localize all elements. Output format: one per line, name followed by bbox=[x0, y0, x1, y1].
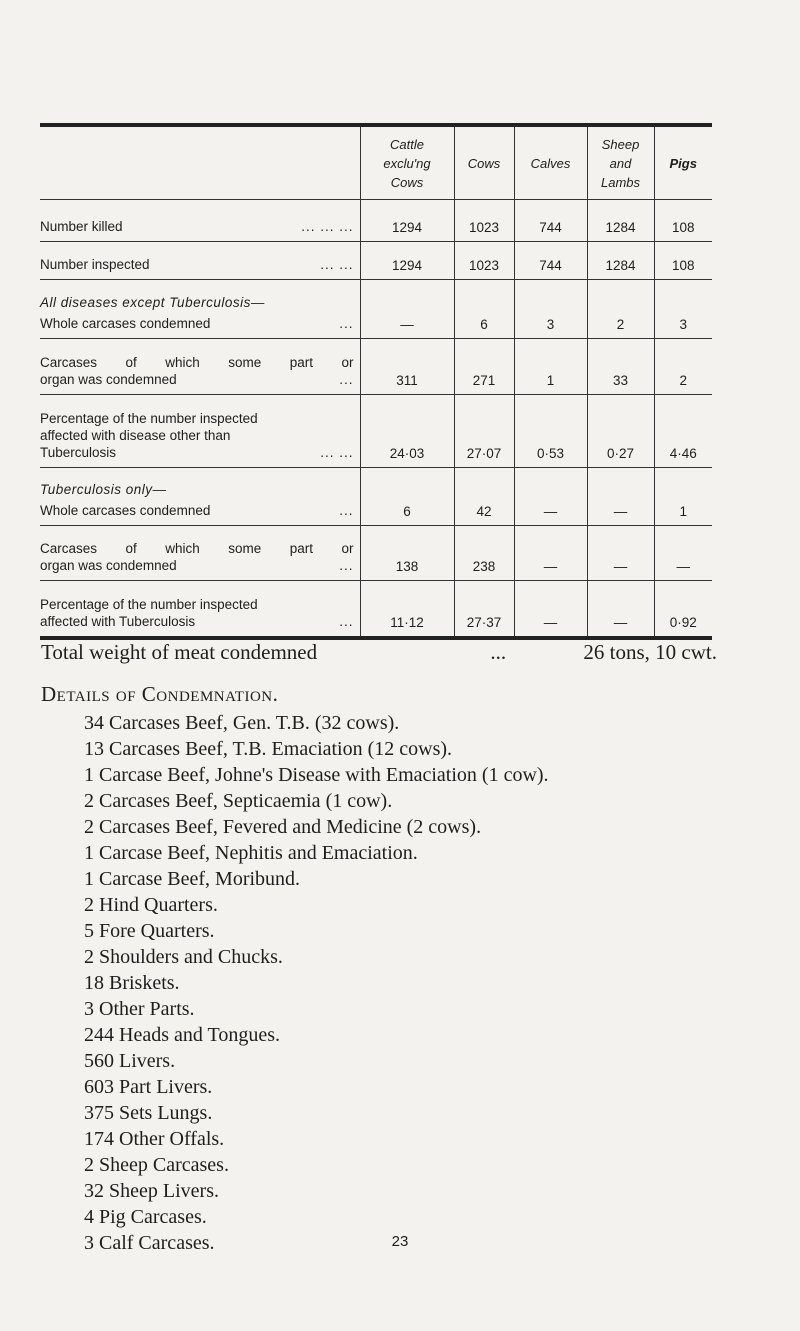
table-row bbox=[40, 200, 712, 242]
list-item: 2 Hind Quarters. bbox=[84, 894, 218, 916]
table-row bbox=[40, 526, 712, 581]
table-cell: 0·27 bbox=[587, 395, 654, 468]
table-row bbox=[40, 581, 712, 638]
table-cell: 33 bbox=[587, 339, 654, 395]
list-item: 3 Other Parts. bbox=[84, 998, 195, 1020]
table-row bbox=[40, 395, 712, 468]
table-cell: 27·07 bbox=[454, 395, 514, 468]
table-cell: 744 bbox=[514, 200, 587, 242]
table-cell: — bbox=[514, 581, 587, 638]
list-item: 560 Livers. bbox=[84, 1050, 176, 1072]
list-item: 1 Carcase Beef, Nephitis and Emaciation. bbox=[84, 842, 418, 864]
table-row bbox=[40, 242, 712, 280]
total-weight-line bbox=[41, 640, 717, 665]
list-item: 13 Carcases Beef, T.B. Emaciation (12 cows). bbox=[84, 738, 453, 760]
list-item: 5 Fore Quarters. bbox=[84, 920, 215, 942]
condemnation-list bbox=[84, 710, 549, 1256]
table-cell: — bbox=[360, 280, 454, 339]
list-item: 2 Shoulders and Chucks. bbox=[84, 946, 283, 968]
table-cell: 238 bbox=[454, 526, 514, 581]
table-cell: 2 bbox=[587, 280, 654, 339]
column-header: Pigs bbox=[654, 125, 712, 200]
table-cell: 0·92 bbox=[654, 581, 712, 638]
row-label: Number inspected ... ... bbox=[40, 242, 360, 280]
table-cell: 1023 bbox=[454, 200, 514, 242]
row-label: Percentage of the number inspected affected with disease other than Tuberculosis ... ... bbox=[40, 395, 360, 468]
table-cell: 3 bbox=[514, 280, 587, 339]
column-header: Calves bbox=[514, 125, 587, 200]
row-label: Percentage of the number inspected affected with Tuberculosis ... bbox=[40, 596, 354, 629]
table-cell: 6 bbox=[360, 468, 454, 526]
total-weight-label: Total weight of meat condemned bbox=[41, 640, 318, 664]
table-row bbox=[40, 468, 712, 526]
list-item: 2 Carcases Beef, Septicaemia (1 cow). bbox=[84, 790, 393, 812]
list-item: 3 Calf Carcases. bbox=[84, 1232, 215, 1254]
section-heading: Tuberculosis only— bbox=[40, 482, 167, 497]
table-header-row bbox=[40, 125, 712, 200]
table-cell: 108 bbox=[654, 200, 712, 242]
table-cell: 1284 bbox=[587, 242, 654, 280]
page-number: 23 bbox=[391, 1233, 409, 1250]
list-item: 2 Carcases Beef, Fevered and Medicine (2 cows). bbox=[84, 816, 482, 838]
table-cell: 1 bbox=[654, 468, 712, 526]
column-header: Sheep and Lambs bbox=[587, 125, 654, 200]
column-header: Cows bbox=[454, 125, 514, 200]
row-label: All diseases except Tuberculosis— Whole carcases condemned ... bbox=[40, 280, 360, 339]
list-item: 603 Part Livers. bbox=[84, 1076, 213, 1098]
row-label: Tuberculosis only— Whole carcases condemned ... bbox=[40, 468, 360, 526]
table-cell: — bbox=[587, 526, 654, 581]
header-blank-cell bbox=[40, 125, 360, 200]
table-cell: 1284 bbox=[587, 200, 654, 242]
table-cell: — bbox=[514, 526, 587, 581]
table-cell: 6 bbox=[454, 280, 514, 339]
list-item: 174 Other Offals. bbox=[84, 1128, 225, 1150]
table-cell: 108 bbox=[654, 242, 712, 280]
table-row bbox=[40, 280, 712, 339]
list-item: 2 Sheep Carcases. bbox=[84, 1154, 229, 1176]
table-cell: 744 bbox=[514, 242, 587, 280]
total-weight-value: 26 tons, 10 cwt. bbox=[583, 640, 717, 664]
table-cell: 138 bbox=[360, 526, 454, 581]
table-cell: 1294 bbox=[360, 200, 454, 242]
table-cell: — bbox=[587, 468, 654, 526]
list-item: 1 Carcase Beef, Johne's Disease with Emaciation (1 cow). bbox=[84, 764, 549, 786]
meat-inspection-table bbox=[40, 123, 712, 640]
table-cell: — bbox=[587, 581, 654, 638]
table-row bbox=[40, 339, 712, 395]
table-cell: 11·12 bbox=[360, 581, 454, 638]
list-item: 4 Pig Carcases. bbox=[84, 1206, 207, 1228]
table-cell: — bbox=[514, 468, 587, 526]
table-cell: 1 bbox=[514, 339, 587, 395]
table-cell: 311 bbox=[360, 339, 454, 395]
table-cell: 3 bbox=[654, 280, 712, 339]
table-cell: 271 bbox=[454, 339, 514, 395]
row-label: Carcases of which some part or organ was condemned ... bbox=[40, 339, 360, 395]
list-item: 1 Carcase Beef, Moribund. bbox=[84, 868, 301, 890]
list-item: 32 Sheep Livers. bbox=[84, 1180, 219, 1202]
table-cell: 4·46 bbox=[654, 395, 712, 468]
table-cell: 24·03 bbox=[360, 395, 454, 468]
table-cell: 2 bbox=[654, 339, 712, 395]
section-heading: All diseases except Tuberculosis— bbox=[40, 295, 265, 310]
row-label: Carcases of which some part or organ was condemned ... bbox=[40, 526, 360, 581]
table-cell: 27·37 bbox=[454, 581, 514, 638]
table-cell: — bbox=[654, 526, 712, 581]
list-item: 34 Carcases Beef, Gen. T.B. (32 cows). bbox=[84, 712, 400, 734]
table-cell: 42 bbox=[454, 468, 514, 526]
column-header: Cattle exclu'ng Cows bbox=[360, 125, 454, 200]
list-item: 244 Heads and Tongues. bbox=[84, 1024, 280, 1046]
table-cell: 0·53 bbox=[514, 395, 587, 468]
table-cell: 1294 bbox=[360, 242, 454, 280]
list-item: 18 Briskets. bbox=[84, 972, 180, 994]
details-heading: Details of Condemnation. bbox=[41, 682, 279, 706]
row-label: Number killed ... ... ... bbox=[40, 200, 360, 242]
total-weight-dots: ... bbox=[490, 640, 507, 664]
table-cell: 1023 bbox=[454, 242, 514, 280]
list-item: 375 Sets Lungs. bbox=[84, 1102, 213, 1124]
